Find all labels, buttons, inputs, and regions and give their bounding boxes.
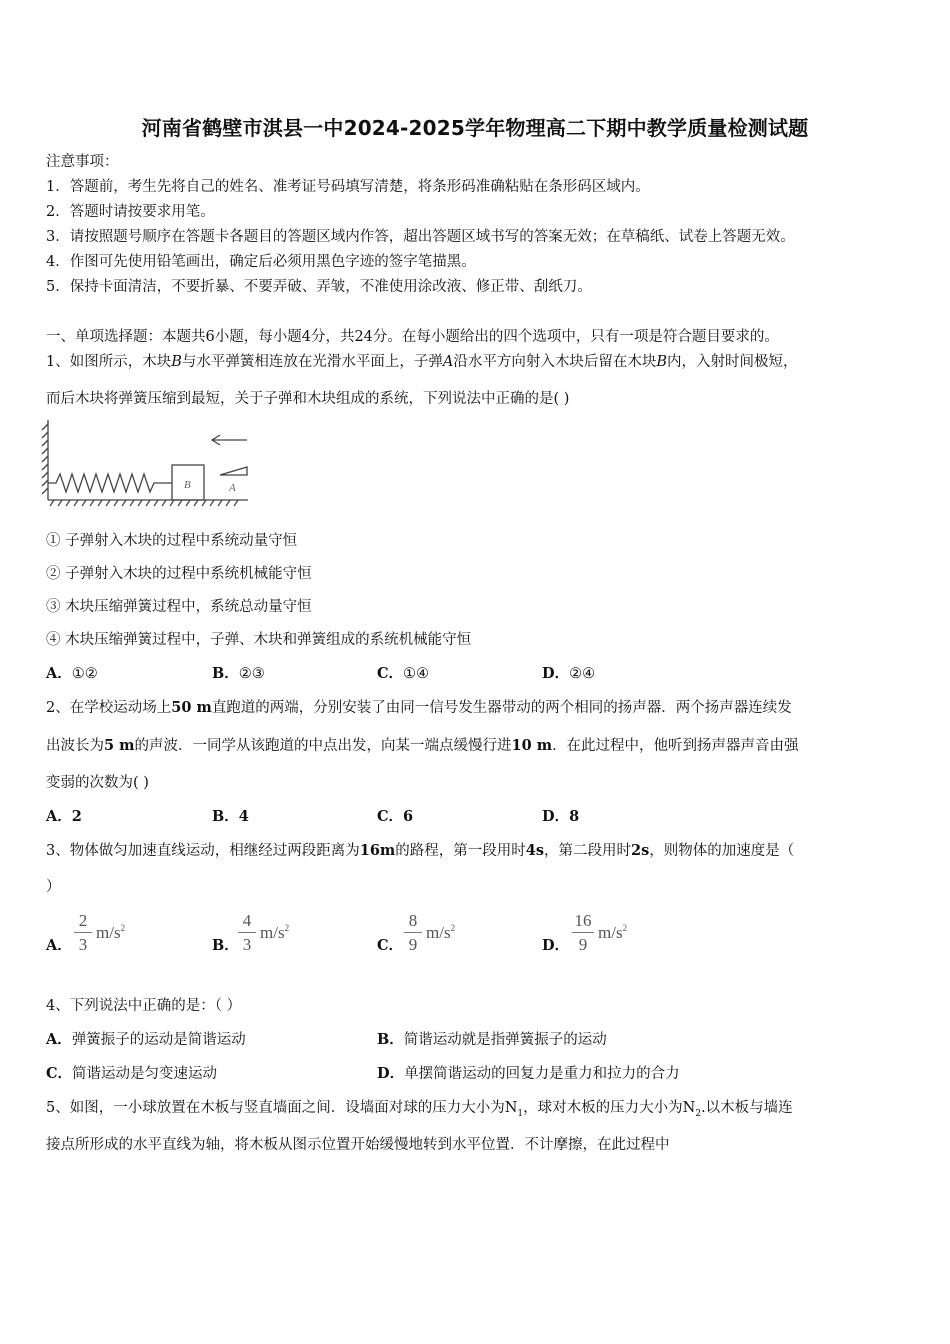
- q2-text: ．在此过程中，他听到扬声器声音由强: [552, 738, 799, 754]
- option-text: ①②: [71, 666, 98, 682]
- option-b[interactable]: [212, 807, 249, 827]
- option-text: 4: [238, 808, 249, 825]
- spring-block-figure: [40, 418, 255, 510]
- option-letter: B．: [212, 665, 239, 682]
- option-text: 弹簧振子的运动是简谐运动: [71, 1032, 246, 1048]
- fraction: 16 9: [572, 911, 594, 954]
- notice-item: 4．作图可先使用铅笔画出，确定后必须用黑色字迹的签字笔描黑。: [46, 254, 476, 270]
- q2-number: 5 m: [104, 737, 135, 754]
- var-b: B: [656, 354, 668, 370]
- option-d[interactable]: [542, 807, 579, 827]
- fraction: 4 3: [238, 911, 256, 954]
- option-letter: C．: [46, 1065, 73, 1082]
- option-d[interactable]: D．: [542, 937, 570, 954]
- q1-text: 与水平弹簧相连放在光滑水平面上，子弹: [181, 354, 443, 370]
- notice-item: 2．答题时请按要求用笔。: [46, 204, 215, 220]
- option-letter: A．: [46, 665, 72, 682]
- q2-text: 直跑道的两端，分别安装了由同一信号发生器带动的两个相同的扬声器．两个扬声器连续发: [211, 700, 792, 716]
- option-letter: D．: [542, 665, 570, 682]
- question-4-stem: 4、下列说法中正确的是：（ ）: [46, 998, 242, 1014]
- statement: ④ 木块压缩弹簧过程中，子弹、木块和弹簧组成的系统机械能守恒: [46, 632, 472, 648]
- question-5-stem-line-2: 接点所形成的水平直线为轴，将木板从图示位置开始缓慢地转到水平位置．不计摩擦，在此过程中: [46, 1137, 670, 1153]
- option-letter: D．: [377, 1065, 405, 1082]
- question-2-stem-line-2: [46, 736, 799, 756]
- option-letter: A．: [46, 808, 72, 825]
- option-a[interactable]: [46, 1030, 246, 1050]
- q2-text: 出波长为: [46, 738, 104, 754]
- option-letter: C．: [377, 808, 404, 825]
- option-letter: C．: [377, 665, 404, 682]
- q5-symbol: $N_1$: [504, 1100, 524, 1119]
- unit: $m/s^2$: [260, 923, 290, 942]
- section-heading: 一、单项选择题：本题共6小题，每小题4分，共24分。在每小题给出的四个选项中，只有一项是符合题目要求的。: [46, 329, 779, 345]
- q2-text: 的声波．一同学从该跑道的中点出发，向某一端点缓慢行进: [134, 738, 512, 754]
- q3-number: 2s: [631, 842, 650, 859]
- label-a: A: [229, 482, 236, 494]
- option-text: ①④: [403, 666, 430, 682]
- option-letter: D．: [542, 808, 570, 825]
- question-2-stem-line-3: 变弱的次数为( ): [46, 775, 149, 791]
- q1-text: 1、如图所示，木块: [46, 354, 172, 370]
- notice-item: 5．保持卡面清洁，不要折暴、不要弄破、弄皱，不准使用涂改液、修正带、刮纸刀。: [46, 279, 592, 295]
- option-b[interactable]: [212, 664, 265, 684]
- unit: $m/s^2$: [96, 923, 126, 942]
- question-1-stem-line-1: [46, 352, 798, 372]
- option-a[interactable]: [46, 807, 82, 827]
- option-text: ②③: [238, 666, 265, 682]
- q5-text: 5、如图，一小球放置在木板与竖直墙面之间．设墙面对球的压力大小为: [46, 1100, 505, 1116]
- statement: ① 子弹射入木块的过程中系统动量守恒: [46, 533, 298, 549]
- option-c[interactable]: [46, 1064, 217, 1084]
- option-text: 2: [71, 808, 82, 825]
- q3-text: ，则物体的加速度是（: [649, 843, 795, 859]
- option-text: 简谐运动就是指弹簧振子的运动: [403, 1032, 607, 1048]
- option-letter: B．: [212, 808, 239, 825]
- q2-number: 10 m: [511, 737, 553, 754]
- option-text: 简谐运动是匀变速运动: [72, 1066, 218, 1082]
- question-2-stem-line-1: [46, 698, 792, 718]
- q2-text: 2、在学校运动场上: [46, 700, 172, 716]
- option-letter: A．: [46, 1031, 72, 1048]
- option-d[interactable]: [377, 1064, 680, 1084]
- q2-number: 50 m: [171, 699, 212, 716]
- q3-number: 16m: [359, 842, 396, 859]
- question-1-stem-line-2: 而后木块将弹簧压缩到最短，关于子弹和木块组成的系统，下列说法中正确的是( ): [46, 391, 570, 407]
- option-c[interactable]: C．: [377, 937, 404, 954]
- option-c[interactable]: [377, 664, 429, 684]
- option-b[interactable]: [377, 1030, 607, 1050]
- q5-text: .以木板与墙连: [701, 1100, 793, 1116]
- q1-text: 内，入射时间极短，: [667, 354, 798, 370]
- notice-item: 1．答题前，考生先将自己的姓名、准考证号码填写清楚，将条形码准确粘贴在条形码区域内。: [46, 179, 650, 195]
- q5-symbol: $N_2$: [682, 1100, 702, 1119]
- question-3-stem-line-2: ）: [46, 879, 61, 895]
- q1-text: 沿水平方向射入木块后留在木块: [453, 354, 657, 370]
- fraction: 8 9: [404, 911, 422, 954]
- label-b: B: [184, 479, 191, 491]
- notice-item: 3．请按照题号顺序在答题卡各题目的答题区域内作答，超出答题区域书写的答案无效；在草稿纸、试卷上答题无效。: [46, 229, 795, 245]
- fraction: 2 3: [74, 911, 92, 954]
- option-b[interactable]: B．: [212, 937, 239, 954]
- question-3-stem-line-1: [46, 841, 794, 861]
- option-a[interactable]: A．: [46, 937, 72, 954]
- q3-number: 4s: [525, 842, 545, 859]
- option-a[interactable]: [46, 664, 98, 684]
- option-text: ②④: [569, 666, 596, 682]
- option-c[interactable]: [377, 807, 413, 827]
- option-text: 6: [403, 808, 414, 825]
- unit: $m/s^2$: [598, 923, 628, 942]
- q3-text: 3、物体做匀加速直线运动，相继经过两段距离为: [46, 843, 360, 859]
- page-title: 河南省鹤壁市淇县一中2024-2025学年物理高二下期中教学质量检测试题: [141, 116, 809, 140]
- notice-heading: 注意事项：: [46, 154, 119, 170]
- q3-text: 的路程，第一段用时: [395, 843, 526, 859]
- q5-text: ，球对木板的压力大小为: [523, 1100, 683, 1116]
- statement: ② 子弹射入木块的过程中系统机械能守恒: [46, 566, 312, 582]
- option-d[interactable]: [542, 664, 595, 684]
- option-text: 8: [569, 808, 580, 825]
- var-b: B: [171, 354, 182, 370]
- unit: $m/s^2$: [426, 923, 456, 942]
- question-5-stem-line-1: [46, 1098, 793, 1124]
- option-letter: B．: [377, 1031, 404, 1048]
- option-text: 单摆简谐运动的回复力是重力和拉力的合力: [404, 1066, 680, 1082]
- q3-text: ，第二段用时: [544, 843, 632, 859]
- statement: ③ 木块压缩弹簧过程中，系统总动量守恒: [46, 599, 312, 615]
- var-a: A: [442, 354, 454, 370]
